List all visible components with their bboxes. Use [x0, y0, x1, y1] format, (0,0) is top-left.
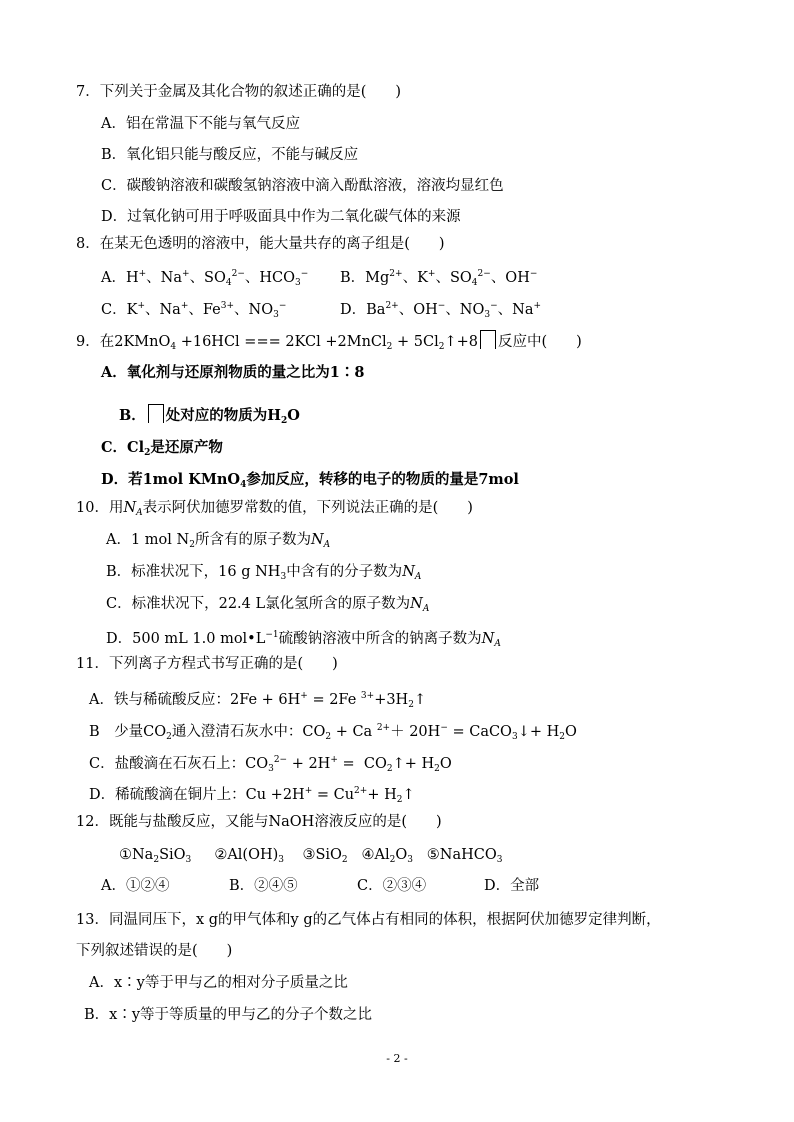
- q13-stem-line2: 下列叙述错误的是( ): [76, 943, 233, 959]
- q12-option-d: D．全部: [484, 878, 540, 894]
- q7-stem: 7．下列关于金属及其化合物的叙述正确的是( ): [76, 84, 402, 100]
- answer-blank-box: [148, 404, 164, 423]
- q9-option-b: B． 处对应的物质为$H_2O$: [119, 404, 300, 431]
- q7-option-d: D．过氧化钠可用于呼吸面具中作为二氧化碳气体的来源: [101, 209, 461, 225]
- q9-option-c: C．$Cl_2$是还原产物: [101, 439, 223, 458]
- q11-option-a: A．铁与稀硫酸反应：2Fe + 6H+ = 2Fe $^{3+}+3H_2↑$: [89, 691, 427, 710]
- q12-substance-list: $①Na_2SiO_3$ $②Al(OH)_3$ ③SiO$_2$ $④Al_2O_3$ ⑤NaHCO$_3$: [119, 847, 503, 865]
- q13-stem-line1: 13．同温同压下，x g的甲气体和y g的乙气体占有相同的体积，根据阿伏加德罗定律判断，: [76, 912, 661, 928]
- q9-option-a: A．氧化剂与还原剂物质的量之比为1∶8: [101, 364, 365, 381]
- q10-option-a: A．1 mol $N_2$所含有的原子数为$N_A$: [106, 532, 331, 550]
- page-number: - 2 -: [386, 1052, 408, 1065]
- q12-option-c: C．②③④: [357, 878, 427, 894]
- q8-option-c: C．K+、Na+、$Fe^{3+}$、$NO_3^-$: [101, 301, 287, 320]
- q10-option-d: D．500 mL 1.0 $mol•L^{-1}$硫酸钠溶液中所含的钠离子数为$N_A$: [106, 630, 501, 649]
- answer-blank-box: [480, 330, 496, 349]
- q13-option-a: A．x∶y等于甲与乙的相对分子质量之比: [89, 975, 348, 991]
- q8-option-a: A．H+、Na+、$SO_4^{2-}$、$HCO_3^-$: [101, 269, 309, 288]
- q12-stem: 12．既能与盐酸反应，又能与NaOH溶液反应的是( ): [76, 814, 442, 830]
- q9-option-d: D．若1mol KMnO$_4$参加反应，转移的电子的物质的量是7mol: [101, 471, 519, 490]
- q8-option-d: D．$Ba^{2+}$、OH−、$NO_3^-$、Na+: [340, 301, 542, 320]
- q7-option-c: C．碳酸钠溶液和碳酸氢钠溶液中滴入酚酞溶液，溶液均显红色: [101, 178, 504, 194]
- q11-option-b: B 少量$CO_2$通入澄清石灰水中：$CO_2 + Ca$ $^{2+}$＋ 20H− = CaCO$_3$↓+ $H_2O$: [89, 723, 577, 742]
- q8-option-b: B．$Mg^{2+}$、K+、$SO_4^{2-}$、OH−: [340, 269, 538, 288]
- q8-stem: 8．在某无色透明的溶液中，能大量共存的离子组是( ): [76, 236, 445, 252]
- q11-stem: 11．下列离子方程式书写正确的是( ): [76, 656, 338, 672]
- q10-option-c: C．标准状况下，22.4 L氯化氢所含的原子数为$N_A$: [106, 596, 430, 614]
- q12-option-b: B．②④⑤: [229, 878, 298, 894]
- q13-option-b: B．x∶y等于等质量的甲与乙的分子个数之比: [84, 1007, 373, 1023]
- q11-option-d: D．稀硫酸滴在铜片上：$Cu +2H^+ = Cu^{2+}+$ $H_2↑$: [89, 786, 415, 805]
- q9-stem: 9．在2KMnO$_4$ +16HCl === 2KCl +2MnCl$_2$ + $5Cl_2↑+8$ 反应中( ): [76, 330, 582, 357]
- q7-option-b: B．氧化铝只能与酸反应，不能与碱反应: [101, 147, 359, 163]
- q11-option-c: C．盐酸滴在石灰石上：$CO_3^{2-} + 2H^+$ = $CO_2↑+ H_2O$: [89, 755, 452, 774]
- q10-stem: 10．用$N_A$表示阿伏加德罗常数的值，下列说法正确的是( ): [76, 500, 473, 518]
- q7-option-a: A．铝在常温下不能与氧气反应: [101, 116, 300, 132]
- q12-option-a: A．①②④: [101, 878, 170, 894]
- q10-option-b: B．标准状况下，16 g $NH_3$中含有的分子数为$N_A$: [106, 564, 422, 582]
